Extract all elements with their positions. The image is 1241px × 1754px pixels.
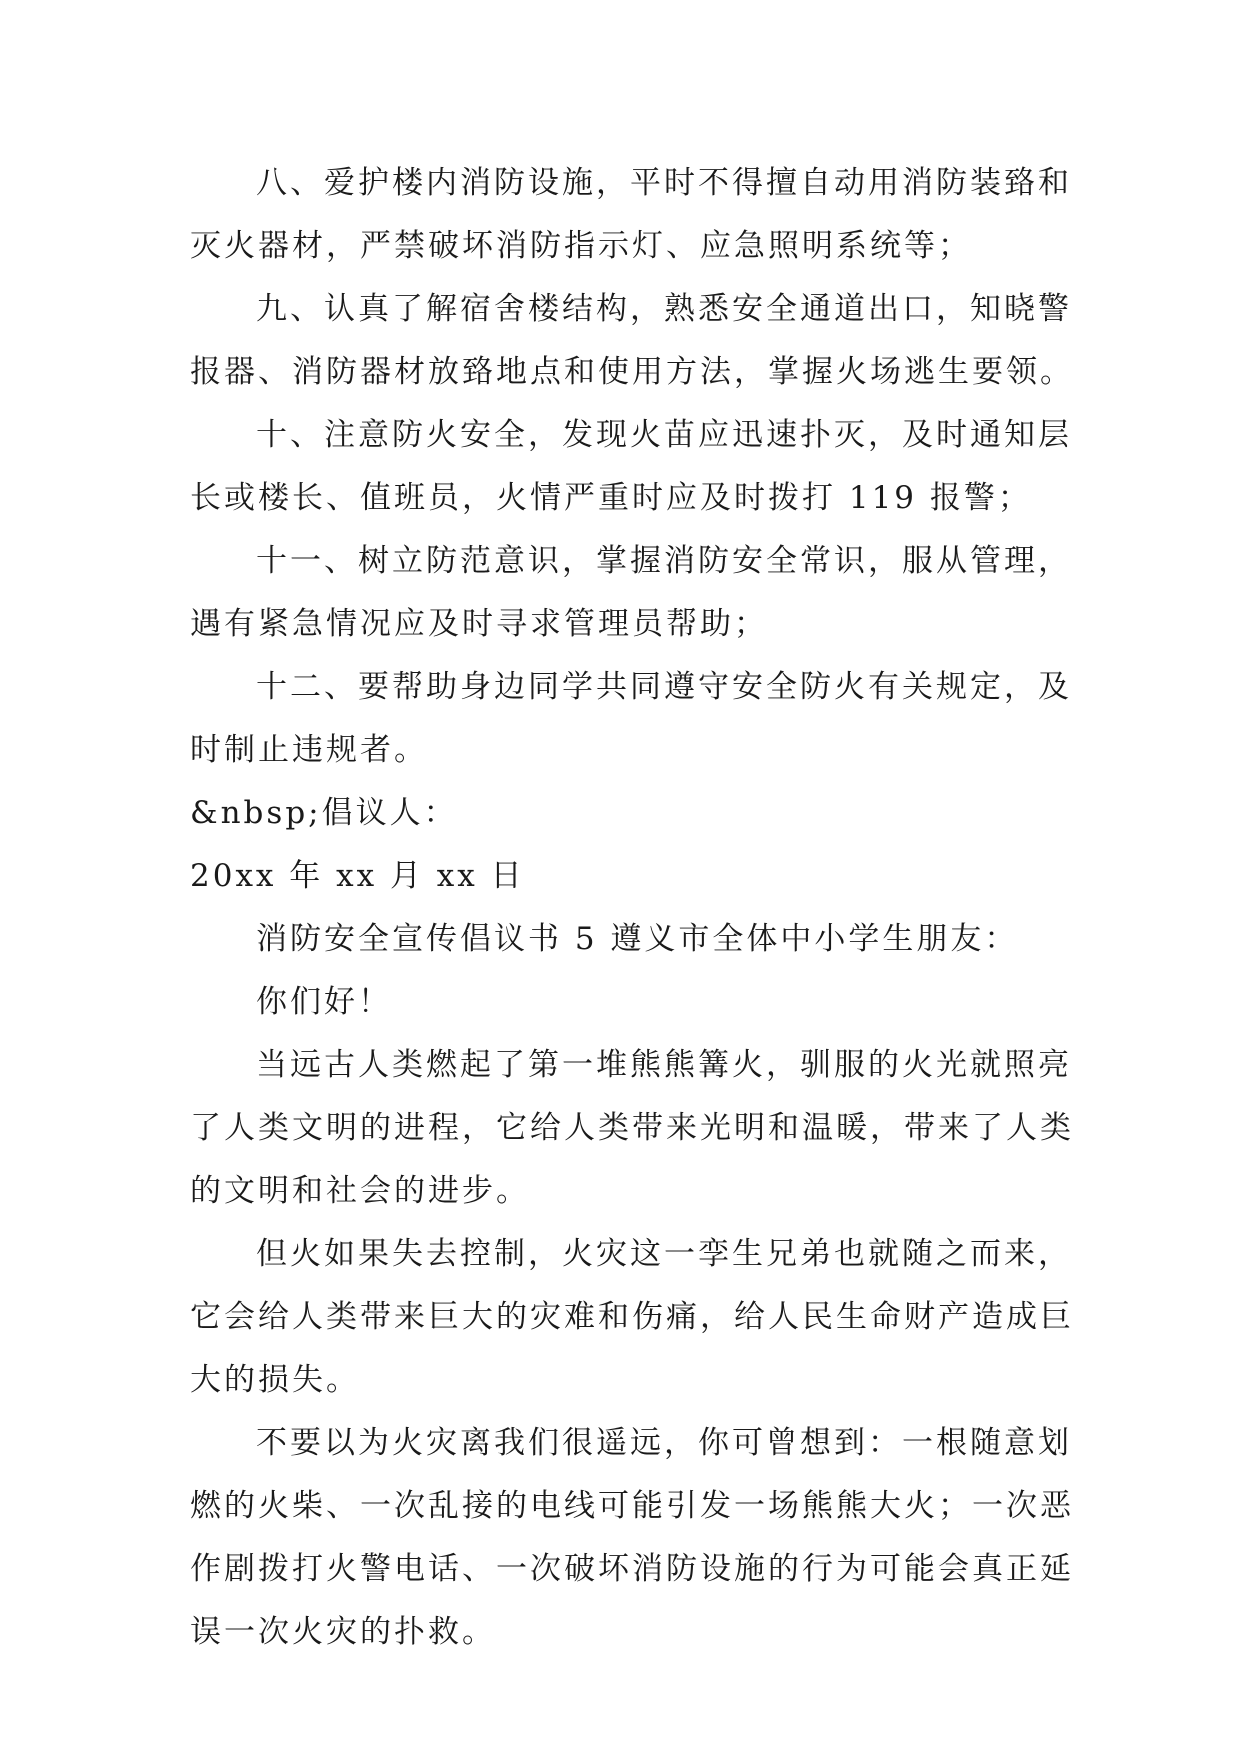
greeting: 你们好！ — [256, 984, 392, 1020]
document-body — [190, 152, 1074, 1664]
text-line: 作剧拨打火警电话、一次破坏消防设施的行为可能会真正延 — [190, 1551, 1074, 1587]
signer-label: &nbsp;倡议人： — [190, 795, 458, 831]
text-line: 九、认真了解宿舍楼结构，熟悉安全通道出口，知晓警 — [256, 291, 1072, 327]
date-line: 20xx 年 xx 月 xx 日 — [190, 858, 525, 894]
text-line: 报器、消防器材放臵地点和使用方法，掌握火场逃生要领。 — [190, 354, 1074, 390]
section-heading: 消防安全宣传倡议书 5 遵义市全体中小学生朋友： — [256, 921, 1019, 957]
text-line: 长或楼长、值班员，火情严重时应及时拨打 119 报警； — [190, 480, 1032, 516]
text-line: 的文明和社会的进步。 — [190, 1173, 530, 1209]
text-line: 十一、树立防范意识，掌握消防安全常识，服从管理， — [256, 543, 1072, 579]
text-line: 十、注意防火安全，发现火苗应迅速扑灭，及时通知层 — [256, 417, 1072, 453]
text-line: 但火如果失去控制，火灾这一孪生兄弟也就随之而来， — [256, 1236, 1072, 1272]
text-line: 误一次火灾的扑救。 — [190, 1614, 496, 1650]
text-line: 时制止违规者。 — [190, 732, 428, 768]
text-line: 遇有紧急情况应及时寻求管理员帮助； — [190, 606, 768, 642]
text-line: 大的损失。 — [190, 1362, 360, 1398]
text-line: 八、爱护楼内消防设施，平时不得擅自动用消防装臵和 — [256, 165, 1072, 201]
text-line: 十二、要帮助身边同学共同遵守安全防火有关规定，及 — [256, 669, 1072, 705]
text-line: 当远古人类燃起了第一堆熊熊篝火，驯服的火光就照亮 — [256, 1047, 1072, 1083]
text-line: 灭火器材，严禁破坏消防指示灯、应急照明系统等； — [190, 228, 972, 264]
text-line: 燃的火柴、一次乱接的电线可能引发一场熊熊大火；一次恶 — [190, 1488, 1074, 1524]
text-line: 它会给人类带来巨大的灾难和伤痛，给人民生命财产造成巨 — [190, 1299, 1074, 1335]
text-line: 了人类文明的进程，它给人类带来光明和温暖，带来了人类 — [190, 1110, 1074, 1146]
text-line: 不要以为火灾离我们很遥远，你可曾想到：一根随意划 — [256, 1425, 1072, 1461]
